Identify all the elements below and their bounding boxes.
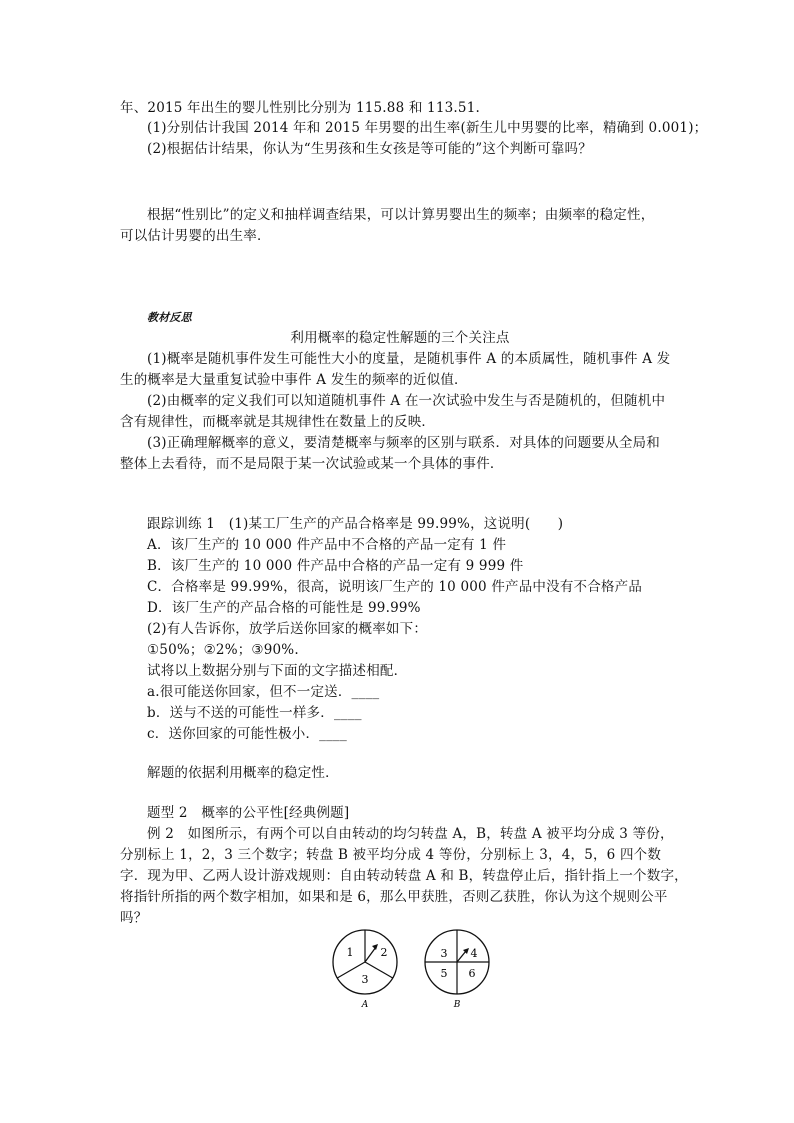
spinner-a — [333, 930, 397, 1010]
option-c: C．合格率是 99.99%，很高，说明该厂生产的 10 000 件产品中没有不合格产品 — [147, 579, 643, 595]
solution-basis: 解题的依据利用概率的稳定性． — [147, 765, 339, 781]
option-a: A．该厂生产的 10 000 件产品中不合格的产品一定有 1 件 — [147, 537, 507, 553]
question-2: (2)根据估计结果，你认为“生男孩和生女孩是等可能的”这个判断可靠吗？ — [147, 141, 592, 157]
matching-instruction: 试将以上数据分别与下面的文字描述相配． — [147, 663, 408, 679]
spinner-a-number: 3 — [361, 973, 369, 986]
example-line-3: 字．现为甲、乙两人设计游戏规则：自由转动转盘 A 和 B，转盘停止后，指针指上一个数字， — [120, 868, 688, 884]
reflection-label: 教材反思 — [147, 311, 192, 324]
section-heading: 题型 2 概率的公平性[经典例题] — [147, 805, 350, 821]
reflection-point-2a: (2)由概率的定义我们可以知道随机事件 A 在一次试验中发生与否是随机的，但随机中 — [147, 393, 666, 409]
reflection-title: 利用概率的稳定性解题的三个关注点 — [290, 330, 510, 346]
paragraph-line: 年、2015 年出生的婴儿性别比分别为 115.88 和 113.51. — [120, 100, 480, 116]
spinner-figure — [320, 925, 520, 1010]
example-line-4: 将指针所指的两个数字相加，如果和是 6，那么甲获胜，否则乙获胜，你认为这个规则公平 — [120, 889, 668, 905]
match-item-c: c．送你回家的可能性极小．____ — [147, 726, 347, 742]
spinner-b-number: 3 — [440, 947, 448, 960]
spinner-b-number: 5 — [440, 967, 448, 980]
example-line-5: 吗？ — [120, 910, 148, 926]
spinner-a-number: 1 — [346, 946, 354, 959]
spinner-b-number: 4 — [470, 947, 478, 960]
reflection-point-1a: (1)概率是随机事件发生可能性大小的度量，是随机事件 A 的本质属性，随机事件 A 发 — [147, 351, 671, 367]
question-1: (1)分别估计我国 2014 年和 2015 年男婴的出生率(新生儿中男婴的比率，精确到 0.001)； — [147, 120, 708, 136]
reflection-point-2b: 含有规律性，而概率就是其规律性在数量上的反映． — [120, 414, 436, 430]
option-b: B．该厂生产的 10 000 件产品中合格的产品一定有 9 999 件 — [147, 558, 524, 574]
reflection-point-3a: (3)正确理解概率的意义，要清楚概率与频率的区别与联系．对具体的问题要从全局和 — [147, 435, 660, 451]
exercise-title: 跟踪训练 1 (1)某工厂生产的产品合格率是 99.99%，这说明( ) — [147, 516, 564, 532]
probability-values: ①50%；②2%；③90%. — [147, 642, 299, 658]
hint-line-1: 根据“性别比”的定义和抽样调查结果，可以计算男婴出生的频率；由频率的稳定性， — [147, 207, 655, 223]
spinner-a-label: A — [361, 1000, 369, 1010]
example-line-2: 分别标上 1，2，3 三个数字；转盘 B 被平均分成 4 等份，分别标上 3，4，5，6 四个数 — [120, 847, 662, 863]
example-line-1: 例 2 如图所示，有两个可以自由转动的均匀转盘 A，B，转盘 A 被平均分成 3 等份， — [147, 826, 674, 842]
reflection-point-1b: 生的概率是大量重复试验中事件 A 发生的频率的近似值． — [120, 372, 468, 388]
spinner-b-label: B — [453, 1000, 461, 1010]
spinner-b-number: 6 — [468, 967, 476, 980]
hint-line-2: 可以估计男婴的出生率． — [120, 228, 271, 244]
match-item-a: a.很可能送你回家，但不一定送．____ — [147, 684, 380, 700]
match-item-b: b．送与不送的可能性一样多．____ — [147, 705, 362, 721]
spinner-a-number: 2 — [380, 946, 388, 959]
reflection-point-3b: 整体上去看待，而不是局限于某一次试验或某一个具体的事件． — [120, 456, 504, 472]
spinner-b — [425, 930, 489, 1010]
option-d: D．该厂生产的产品合格的可能性是 99.99% — [147, 600, 421, 616]
exercise-part-2: (2)有人告诉你，放学后送你回家的概率如下： — [147, 621, 428, 637]
